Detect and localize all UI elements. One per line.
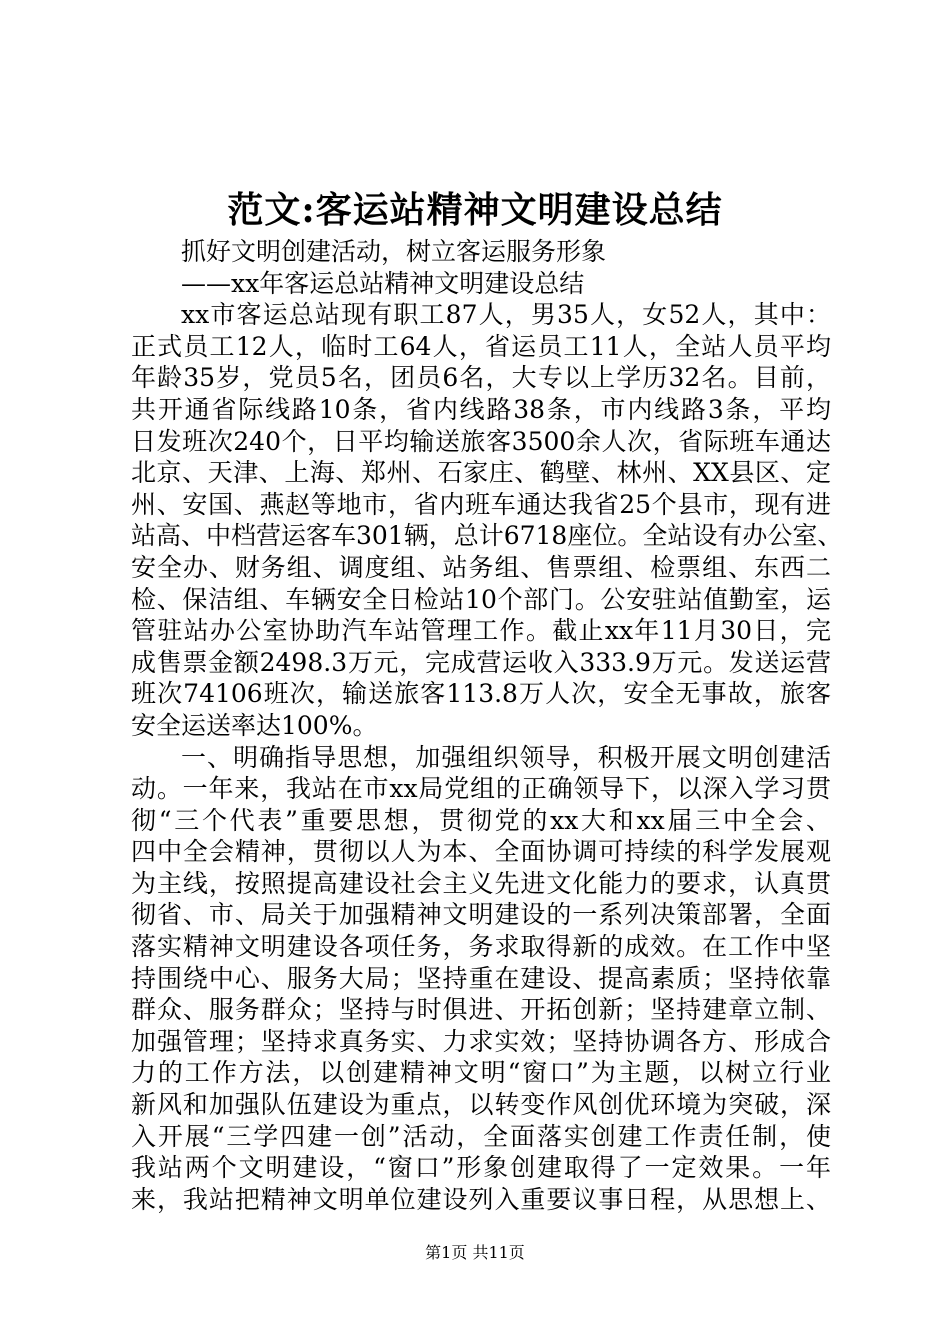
text-line: 加强管理；坚持求真务实、力求实效；坚持协调各方、形成合 (131, 1026, 831, 1056)
text-line: 管驻站办公室协助汽车站管理工作。截止xx年11月30日，完 (131, 616, 831, 646)
text-line: 州、安国、燕赵等地市，省内班车通达我省25个县市，现有进 (131, 489, 831, 519)
text-line: 动。一年来，我站在市xx局党组的正确领导下，以深入学习贯 (131, 774, 831, 804)
byline: ——xx年客运总站精神文明建设总结 (181, 268, 585, 298)
text-line: 群众、服务群众；坚持与时俱进、开拓创新；坚持建章立制、 (131, 995, 831, 1025)
text-line: 正式员工12人，临时工64人，省运员工11人，全站人员平均 (131, 331, 831, 361)
text-line: 落实精神文明建设各项任务，务求取得新的成效。在工作中坚 (131, 932, 831, 962)
text-line: 安全办、财务组、调度组、站务组、售票组、检票组、东西二 (131, 552, 831, 582)
text-line: 年龄35岁，党员5名，团员6名，大专以上学历32名。目前， (131, 363, 831, 393)
page-footer: 第1页 共11页 (425, 1243, 525, 1262)
text-line: 来，我站把精神文明单位建设列入重要议事日程，从思想上、 (131, 1184, 831, 1214)
text-line: 我站两个文明建设，“窗口”形象创建取得了一定效果。一年 (131, 1153, 831, 1183)
paragraph-2 (131, 742, 831, 1216)
text-line: 班次74106班次，输送旅客113.8万人次，安全无事故，旅客 (131, 679, 831, 709)
document-body (131, 236, 843, 1215)
subtitle: 抓好文明创建活动，树立客运服务形象 (181, 237, 607, 266)
text-line: xx市客运总站现有职工87人，男35人，女52人，其中： (181, 300, 831, 330)
text-line: 力的工作方法，以创建精神文明“窗口”为主题，以树立行业 (131, 1058, 831, 1088)
text-line: 入开展“三学四建一创”活动，全面落实创建工作责任制，使 (131, 1121, 831, 1151)
paragraph-1 (131, 299, 843, 741)
document-title: 范文:客运站精神文明建设总结 (227, 189, 723, 231)
text-line: 四中全会精神，贯彻以人为本、全面协调可持续的科学发展观 (131, 837, 831, 867)
text-line: 北京、天津、上海、郑州、石家庄、鹤壁、林州、XX县区、定 (131, 458, 831, 488)
text-line: 日发班次240个，日平均输送旅客3500余人次，省际班车通达 (131, 426, 831, 456)
text-line: 彻“三个代表”重要思想，贯彻党的xx大和xx届三中全会、 (131, 805, 831, 835)
text-line: 成售票金额2498.3万元，完成营运收入333.9万元。发送运营 (131, 647, 831, 677)
text-line: 站高、中档营运客车301辆，总计6718座位。全站设有办公室、 (131, 521, 843, 551)
text-line: 为主线，按照提高建设社会主义先进文化能力的要求，认真贯 (131, 868, 831, 898)
text-line: 一、明确指导思想，加强组织领导，积极开展文明创建活 (181, 742, 831, 772)
text-line: 彻省、市、局关于加强精神文明建设的一系列决策部署，全面 (131, 900, 831, 930)
text-line: 新风和加强队伍建设为重点，以转变作风创优环境为突破，深 (131, 1090, 831, 1120)
text-line: 共开通省际线路10条，省内线路38条，市内线路3条，平均 (131, 394, 831, 424)
text-line: 检、保洁组、车辆安全日检站10个部门。公安驻站值勤室，运 (131, 584, 831, 614)
text-line: 持围绕中心、服务大局；坚持重在建设、提高素质；坚持依靠 (131, 963, 831, 993)
text-line: 安全运送率达100%。 (131, 710, 378, 740)
